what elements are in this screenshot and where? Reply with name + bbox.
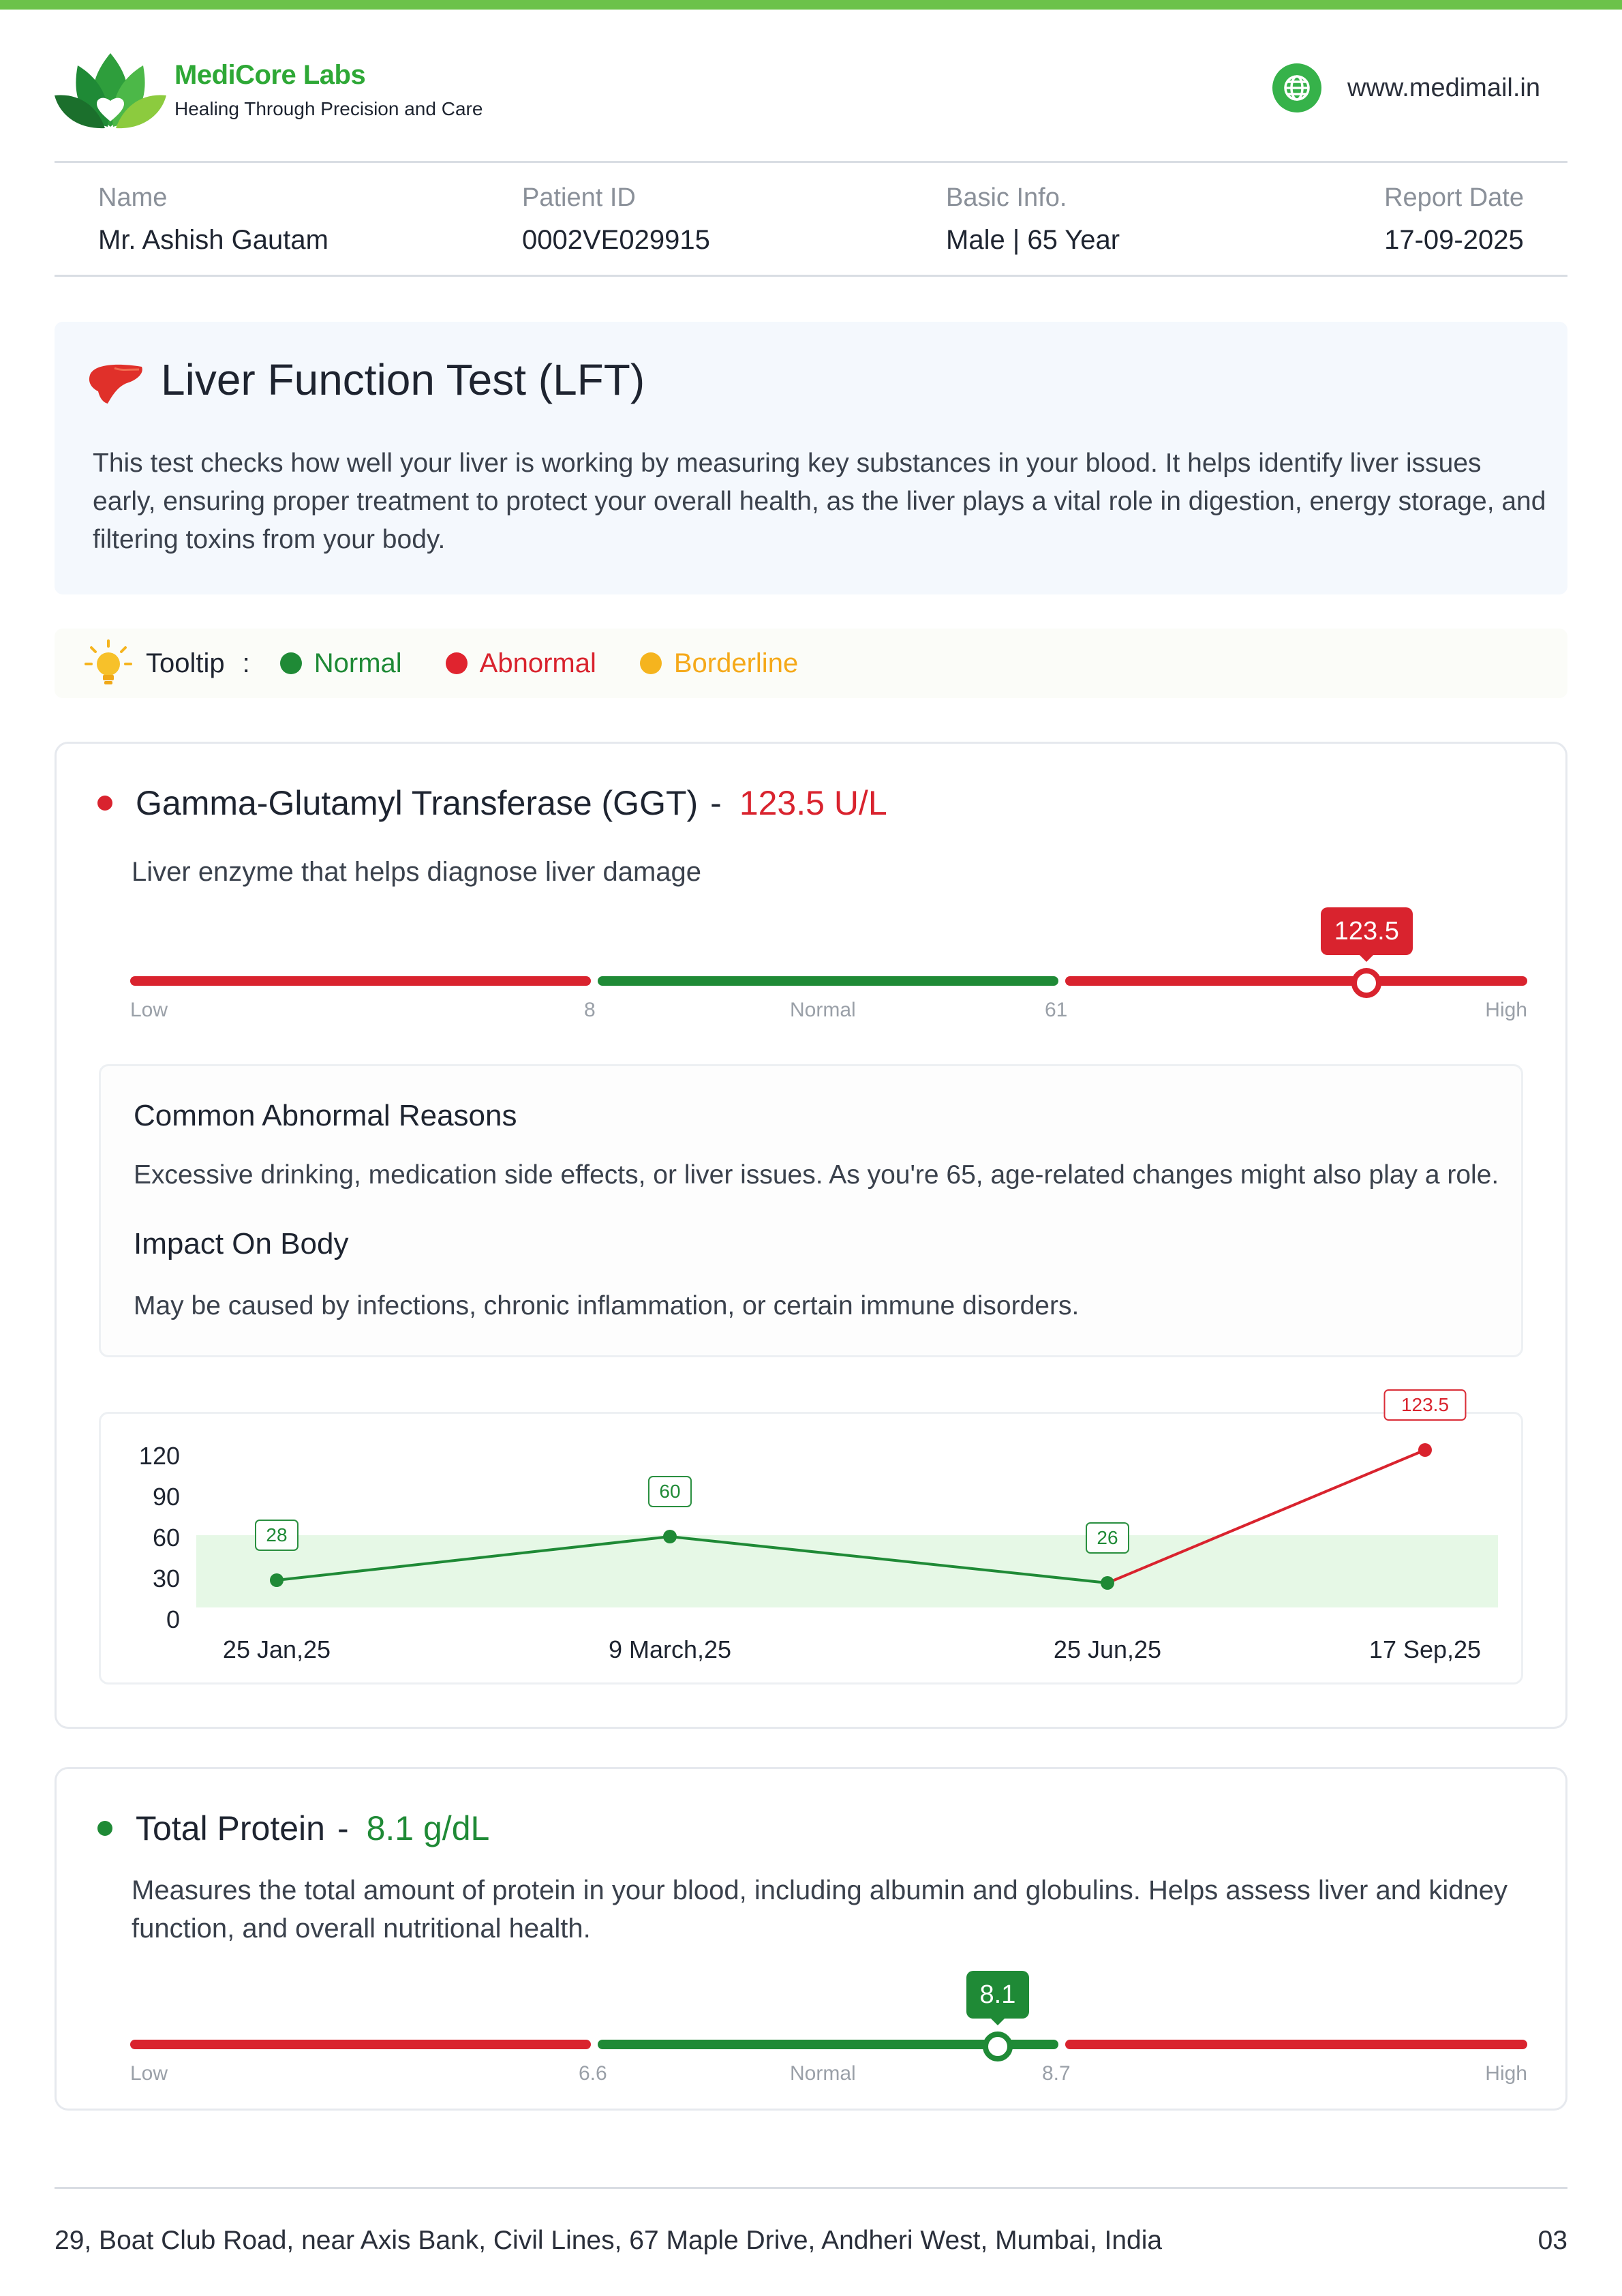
normal-status-dot-icon [97,1821,112,1836]
test-value: 123.5 U/L [739,784,887,822]
test-separator: - [710,784,722,822]
test-card-total-protein [55,1767,1567,2111]
y-tick-label: 90 [152,1483,180,1511]
range-normal-label: Normal [790,2062,856,2085]
normal-dot-icon [280,652,302,674]
reasons-text: Excessive drinking, medication side effects, or liver issues. As you're 65, age-related changes might also play a role. [134,1160,1499,1190]
y-tick-label: 120 [138,1442,180,1470]
liver-icon [87,361,144,405]
data-label: 28 [266,1524,288,1545]
legend-borderline-label: Borderline [673,648,799,678]
test-header [97,1809,489,1848]
range-low-label: Low [130,2062,168,2085]
patient-id-field [522,183,710,256]
impact-title: Impact On Body [134,1227,349,1260]
test-name: Gamma-Glutamyl Transferase (GGT) [136,784,699,822]
borderline-dot-icon [640,652,662,674]
normal-range-band [196,1535,1498,1607]
test-card-ggt [55,742,1567,1729]
patient-name-value: Mr. Ashish Gautam [98,225,328,255]
range-bar [130,1980,1527,2091]
legend-abnormal-label: Abnormal [479,648,596,678]
range-marker-bubble: 123.5 [1321,907,1413,955]
range-low-limit: 8 [584,999,596,1021]
lotus-heart-logo-icon [55,50,166,131]
legend-abnormal [446,648,596,679]
trend-chart [99,1394,1523,1685]
test-value: 8.1 g/dL [366,1809,490,1847]
brand-tagline: Healing Through Precision and Care [174,98,483,119]
patient-id-value: 0002VE029915 [522,225,710,255]
range-high-label: High [1485,2062,1527,2085]
range-high-label: High [1485,999,1527,1021]
range-high-segment [1065,976,1527,986]
test-title: Liver Function Test (LFT) [161,355,645,404]
test-description: Liver enzyme that helps diagnose liver damage [132,857,702,887]
patient-name-label: Name [98,183,168,212]
range-marker-bubble: 8.1 [966,1971,1030,2019]
footer-address: 29, Boat Club Road, near Axis Bank, Civil Lines, 67 Maple Drive, Andheri West, Mumbai, India [55,2226,1163,2255]
range-low-segment [130,976,591,986]
range-marker [1351,968,1381,998]
basic-info-value: Male | 65 Year [946,225,1120,255]
legend-normal [280,648,402,679]
top-accent-bar [0,0,1622,10]
legend-label: Tooltip [146,648,225,678]
test-name: Total Protein [136,1809,325,1847]
y-tick-label: 60 [152,1524,180,1552]
report-date-value: 17-09-2025 [1384,225,1524,255]
x-tick-label: 17 Sep,25 [1368,1635,1482,1663]
abnormal-reasons-panel [99,1064,1523,1357]
impact-text: May be caused by infections, chronic inflammation, or certain immune disorders. [134,1291,1080,1320]
abnormal-dot-icon [446,652,468,674]
patient-id-label: Patient ID [522,183,636,212]
data-point [1101,1576,1114,1590]
x-tick-label: 25 Jun,25 [1053,1635,1162,1663]
range-normal-label: Normal [790,999,856,1021]
range-marker [983,2031,1013,2061]
data-point [1418,1443,1432,1457]
data-label: 60 [659,1481,681,1502]
reasons-title: Common Abnormal Reasons [134,1099,517,1132]
trend-chart-svg [101,1394,1525,1687]
range-high-limit: 61 [1045,999,1068,1021]
legend-borderline [640,648,798,679]
status-legend [55,629,1567,698]
x-tick-label: 9 March,25 [608,1635,732,1663]
patient-info-bar [55,161,1567,277]
lightbulb-icon [83,638,134,689]
report-date-field [1384,183,1524,256]
y-tick-label: 0 [166,1605,180,1633]
data-label: 26 [1097,1527,1118,1548]
y-tick-label: 30 [152,1565,180,1592]
basic-info-label: Basic Info. [946,183,1067,212]
data-point [270,1573,284,1587]
patient-name-field [98,183,328,256]
range-low-segment [130,2040,591,2049]
test-separator: - [337,1809,349,1847]
abnormal-status-dot-icon [97,796,112,811]
website[interactable] [1272,63,1540,113]
basic-info-field [946,183,1120,256]
test-description: Measures the total amount of protein in your blood, including albumin and globulins. Helps assess liver and kidney function, and overall nutritional health. [132,1875,1508,1944]
range-normal-segment [598,976,1058,986]
test-intro-panel [55,322,1567,594]
report-date-label: Report Date [1384,183,1524,212]
legend-normal-label: Normal [313,648,402,678]
globe-icon [1272,63,1321,112]
data-label: 123.5 [1401,1394,1450,1415]
legend-colon: : [242,648,250,678]
range-low-limit: 6.6 [579,2062,607,2085]
range-bar [130,916,1527,1027]
range-low-label: Low [130,999,168,1021]
x-tick-label: 25 Jan,25 [222,1635,331,1663]
footer [55,2187,1567,2255]
range-high-limit: 8.7 [1042,2062,1071,2085]
data-point [663,1530,677,1543]
page-number: 03 [1537,2226,1567,2255]
test-header [97,783,887,823]
range-high-segment [1065,2040,1527,2049]
test-description: This test checks how well your liver is working by measuring key substances in your blood. It helps identify liver issues early, ensuring proper treatment to protect your overall health, as the liver plays a vital role in digestion, energy storage, and filtering toxins from your body. [93,449,1546,554]
brand [55,50,532,132]
website-link[interactable]: www.medimail.in [1347,73,1540,102]
brand-name: MediCore Labs [174,60,366,90]
